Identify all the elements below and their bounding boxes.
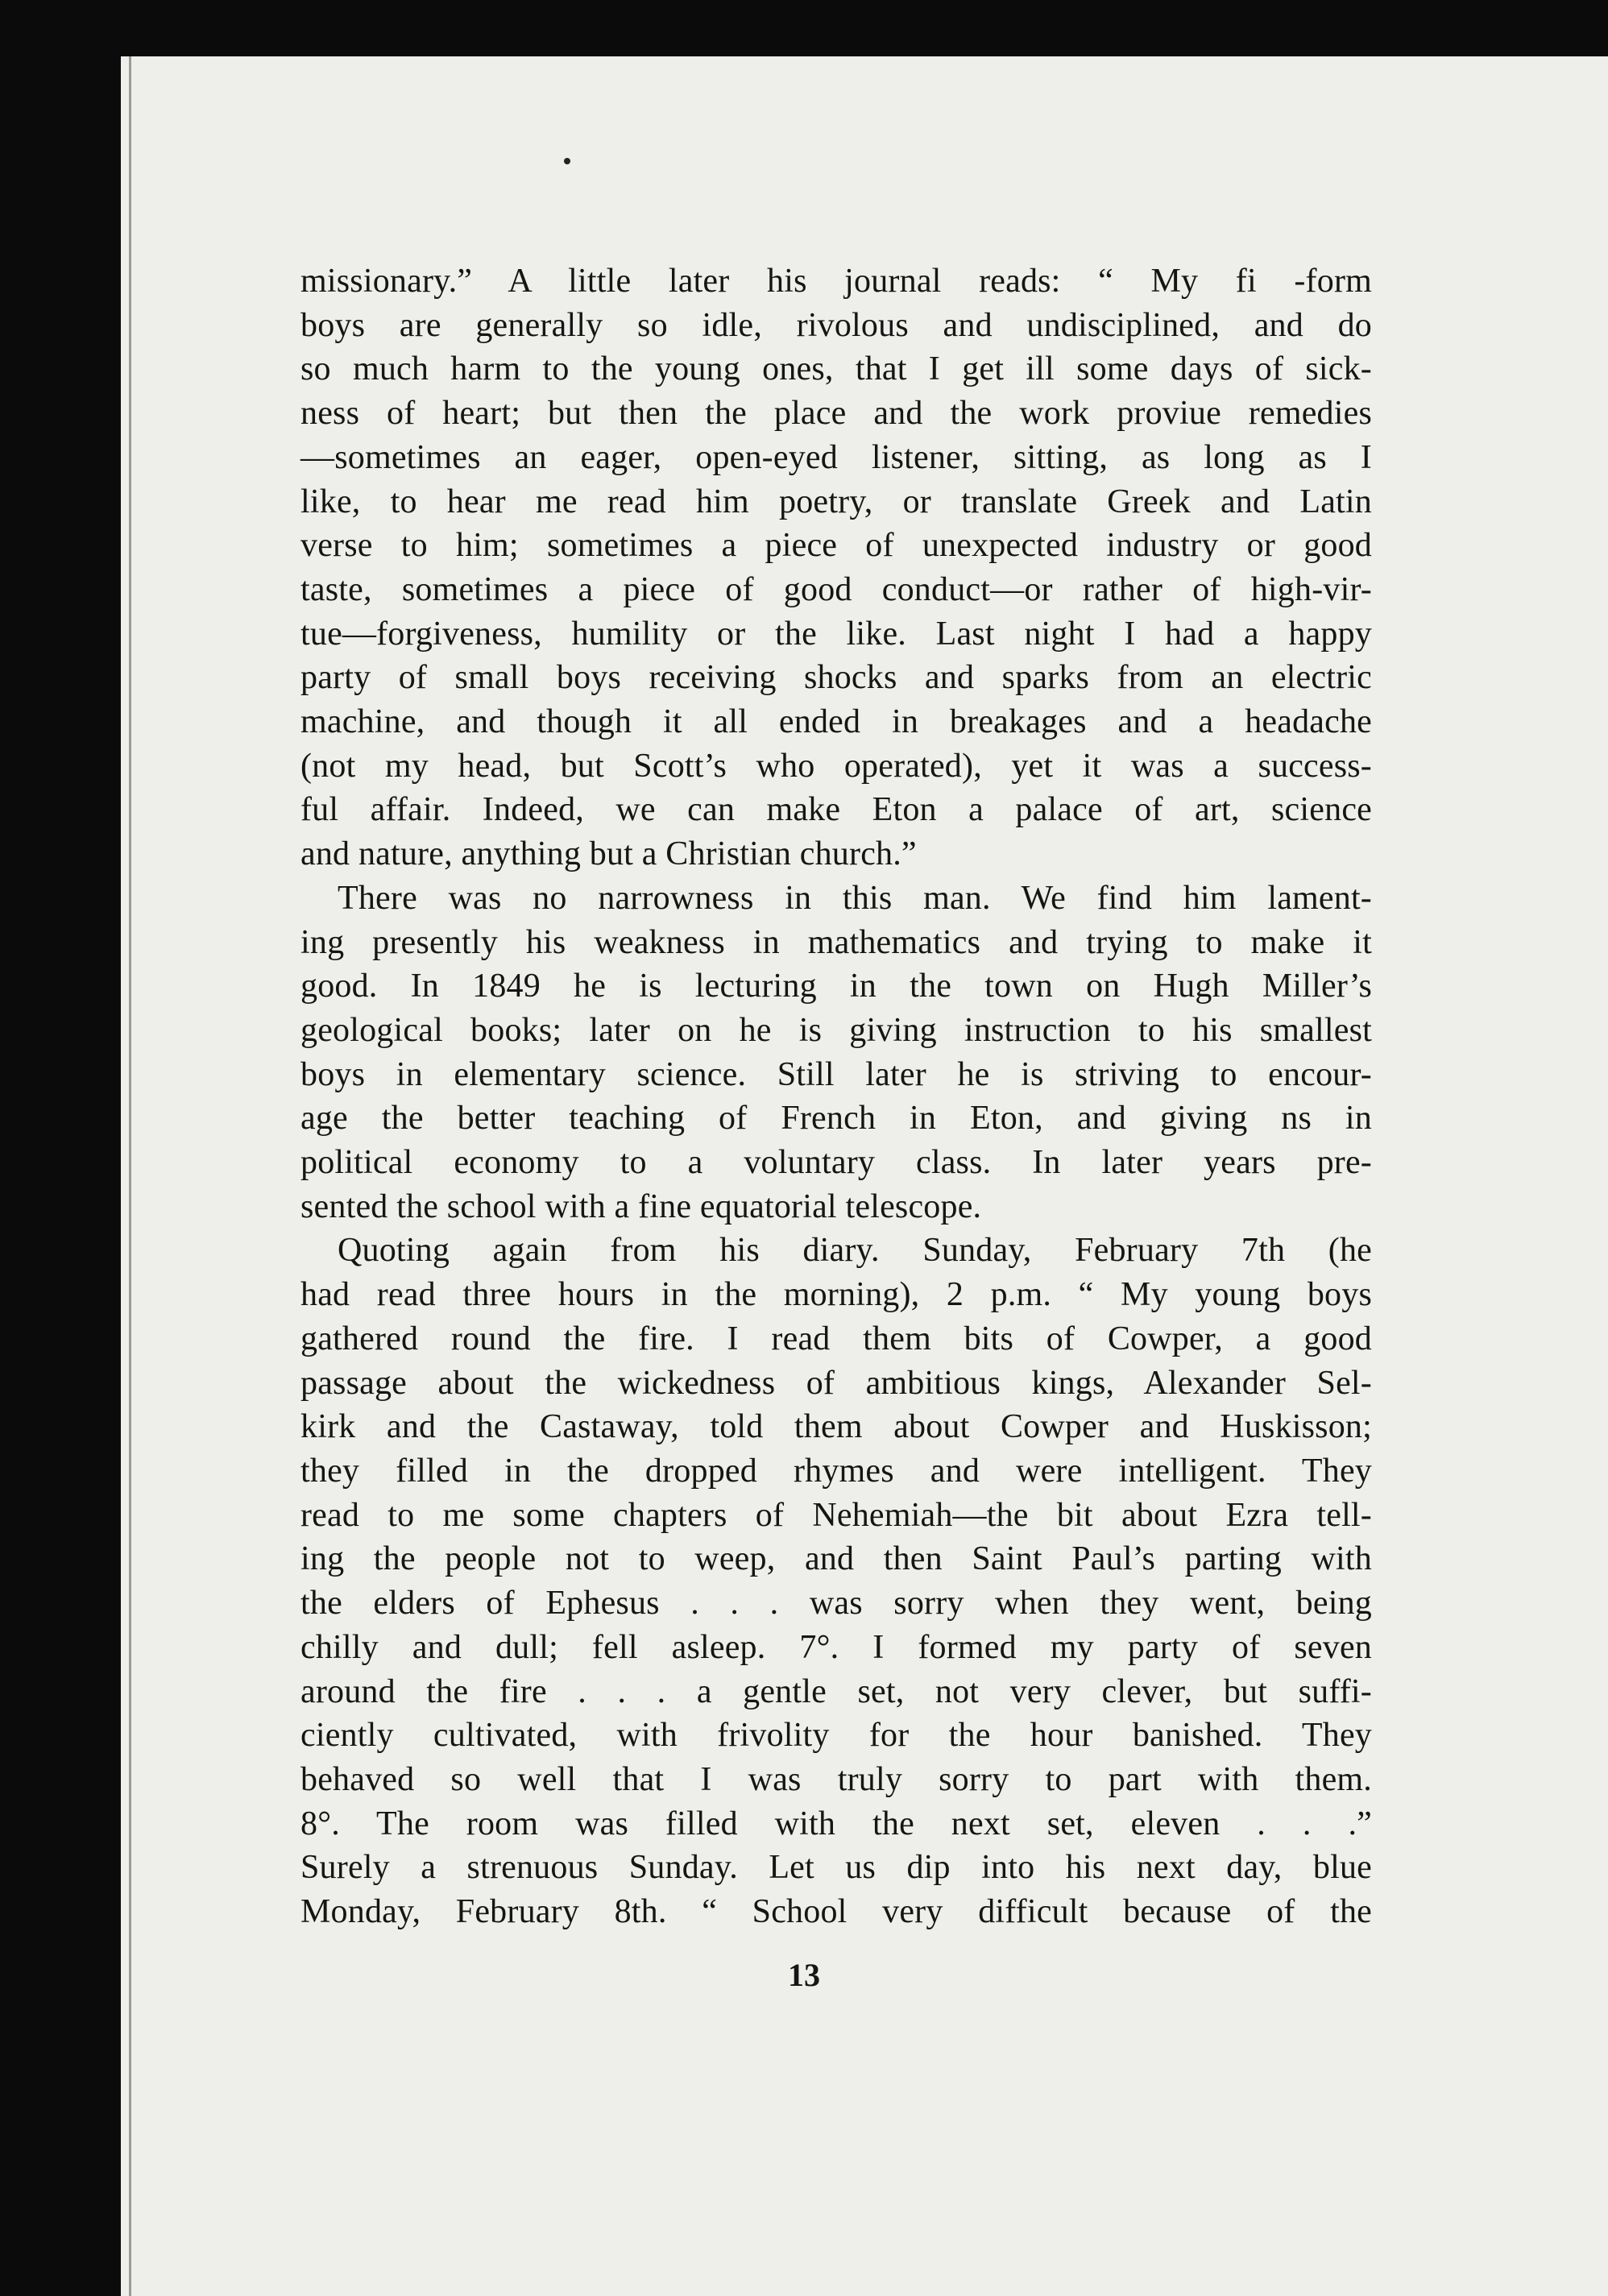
text-line: ful affair. Indeed, we can make Eton a palace of art, science — [300, 791, 1372, 829]
text-line: political economy to a voluntary class. In later years pre- — [300, 1144, 1372, 1182]
text-line: (not my head, but Scott’s who operated), yet it was a success- — [300, 747, 1372, 785]
text-line: Quoting again from his diary. Sunday, February 7th (he — [338, 1232, 1372, 1270]
text-line: 8°. The room was filled with the next set, eleven . . .” — [300, 1805, 1372, 1842]
text-line: good. In 1849 he is lecturing in the town on Hugh Miller’s — [300, 968, 1372, 1005]
text-line: sented the school with a fine equatorial telescope. — [300, 1187, 982, 1225]
text-line: ing the people not to weep, and then Saint Paul’s parting with — [300, 1540, 1372, 1578]
text-line: verse to him; sometimes a piece of unexpected industry or good — [300, 527, 1372, 565]
text-line: age the better teaching of French in Eton, and giving ns in — [300, 1100, 1372, 1138]
text-line: —sometimes an eager, open-eyed listener, sitting, as long as I — [300, 438, 1372, 476]
text-line: gathered round the fire. I read them bits of Cowper, a good — [300, 1320, 1372, 1357]
text-line: and nature, anything but a Christian church.” — [300, 835, 917, 873]
text-line: kirk and the Castaway, told them about Cowper and Huskisson; — [300, 1408, 1372, 1446]
ink-speck — [564, 158, 570, 164]
text-line: ing presently his weakness in mathematics and trying to make it — [300, 923, 1372, 961]
text-line: taste, sometimes a piece of good conduct—or rather of high-vir- — [300, 570, 1372, 608]
text-line: chilly and dull; fell asleep. 7°. I formed my party of seven — [300, 1628, 1372, 1666]
text-line: around the fire . . . a gentle set, not very clever, but suffi- — [300, 1672, 1372, 1710]
text-line: Monday, February 8th. “ School very difficult because of the — [300, 1893, 1372, 1931]
text-line: missionary.” A little later his journal reads: “ My fi -form — [300, 263, 1372, 300]
text-line: boys are generally so idle, rivolous and undisciplined, and do — [300, 306, 1372, 344]
text-line: had read three hours in the morning), 2 p.m. “ My young boys — [300, 1276, 1372, 1314]
text-line: There was no narrowness in this man. We find him lament- — [338, 879, 1372, 917]
body-text — [300, 259, 1372, 1934]
text-line: like, to hear me read him poetry, or translate Greek and Latin — [300, 483, 1372, 520]
text-line: the elders of Ephesus . . . was sorry when they went, being — [300, 1585, 1372, 1623]
text-line: ciently cultivated, with frivolity for the hour banished. They — [300, 1717, 1372, 1755]
text-line: tue—forgiveness, humility or the like. Last night I had a happy — [300, 615, 1372, 653]
text-line: passage about the wickedness of ambitious kings, Alexander Sel- — [300, 1364, 1372, 1402]
text-line: machine, and though it all ended in breakages and a headache — [300, 703, 1372, 741]
text-line: behaved so well that I was truly sorry to part with them. — [300, 1760, 1372, 1798]
text-line: Surely a strenuous Sunday. Let us dip into his next day, blue — [300, 1849, 1372, 1887]
text-line: so much harm to the young ones, that I get ill some days of sick- — [300, 350, 1372, 388]
text-line: they filled in the dropped rhymes and were intelligent. They — [300, 1452, 1372, 1490]
text-line: geological books; later on he is giving instruction to his smallest — [300, 1011, 1372, 1049]
text-line: party of small boys receiving shocks and sparks from an electric — [300, 659, 1372, 697]
text-line: read to me some chapters of Nehemiah—the bit about Ezra tell- — [300, 1496, 1372, 1534]
text-line: ness of heart; but then the place and the work proviue remedies — [300, 395, 1372, 433]
text-line: boys in elementary science. Still later he is striving to encour- — [300, 1055, 1372, 1093]
page-number: 13 — [788, 1957, 820, 1993]
